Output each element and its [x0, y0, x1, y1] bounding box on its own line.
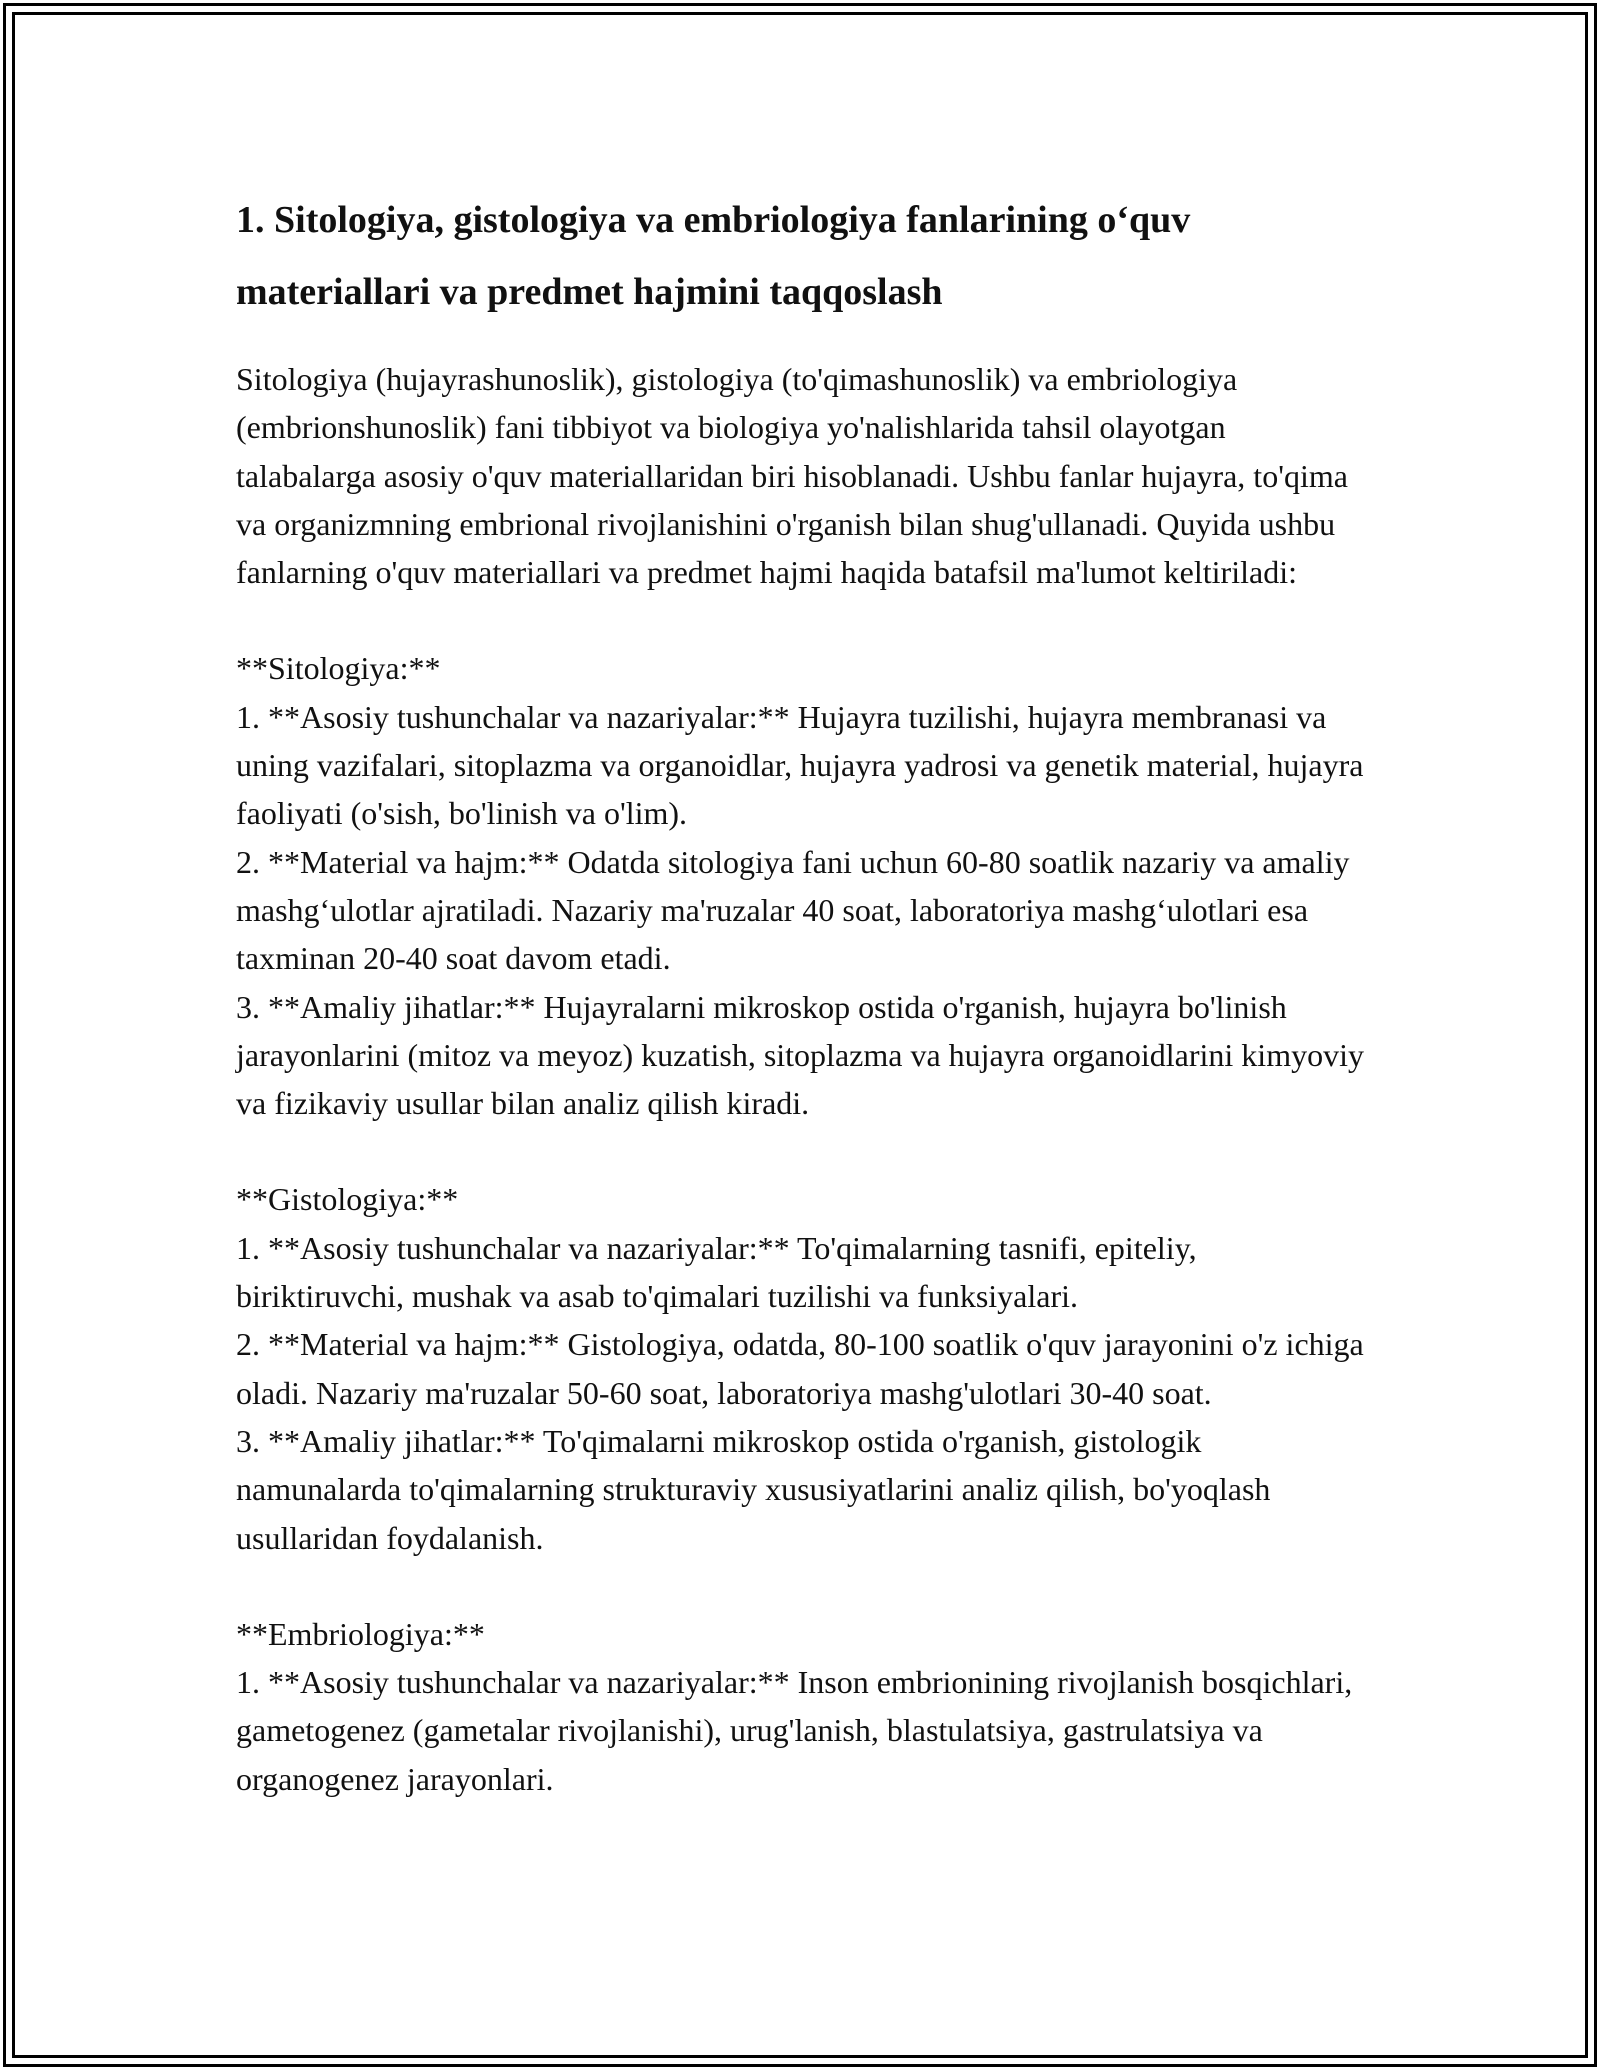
- list-item: 1. **Asosiy tushunchalar va nazariyalar:** Hujayra tuzilishi, hujayra membranasi va uning vazifalari, sitoplazma va organoidlar, hujayra yadrosi va genetik material, hujayra faoliyati (o'sish, bo'linish va o'lim).: [236, 698, 1364, 832]
- list-item: 3. **Amaliy jihatlar:** Hujayralarni mikroskop ostida o'rganish, hujayra bo'linish jarayonlarini (mitoz va meyoz) kuzatish, sitoplazma va hujayra organoidlarini kimyoviy va fizikaviy usullar bilan analiz qilish kiradi.: [236, 988, 1364, 1122]
- section-heading: **Embriologiya:**: [236, 1615, 485, 1652]
- section-heading: **Sitologiya:**: [236, 650, 441, 687]
- list-item: 3. **Amaliy jihatlar:** To'qimalarni mikroskop ostida o'rganish, gistologik namunalarda to'qimalarning strukturaviy xususiyatlarini analiz qilish, bo'yoqlash usullaridan foydalanish.: [236, 1422, 1271, 1556]
- list-item: 2. **Material va hajm:** Odatda sitologiya fani uchun 60-80 soatlik nazariy va amaliy mashg‘ulotlar ajratiladi. Nazariy ma'ruzalar 40 soat, laboratoriya mashg‘ulotlari esa taxminan 20-40 soat davom etadi.: [236, 843, 1350, 977]
- list-item: 1. **Asosiy tushunchalar va nazariyalar:** Inson embrionining rivojlanish bosqichlari, gametogenez (gametalar rivojlanishi), urug'lanish, blastulatsiya, gastrulatsiya va organogenez jarayonlari.: [236, 1664, 1353, 1797]
- list-item: 2. **Material va hajm:** Gistologiya, odatda, 80-100 soatlik o'quv jarayonini o'z ichiga oladi. Nazariy ma'ruzalar 50-60 soat, laboratoriya mashg'ulotlari 30-40 soat.: [236, 1326, 1364, 1411]
- document-body: [236, 184, 1366, 1803]
- list-item: 1. **Asosiy tushunchalar va nazariyalar:** To'qimalarning tasnifi, epiteliy, biriktiruvchi, mushak va asab to'qimalari tuzilishi va funksiyalari.: [236, 1229, 1197, 1315]
- document-title: 1. Sitologiya, gistologiya va embriologiya fanlarining o‘quv materiallari va predmet hajmini taqqoslash: [236, 199, 1191, 313]
- section-gistologiya: [236, 1175, 1366, 1561]
- section-sitologiya: [236, 644, 1366, 1127]
- section-embriologiya: [236, 1610, 1366, 1803]
- intro-paragraph: Sitologiya (hujayrashunoslik), gistologiya (to'qimashunoslik) va embriologiya (embrionshunoslik) fani tibbiyot va biologiya yo'nalishlarida tahsil olayotgan talabalarga asosiy o'quv materiallaridan biri hisoblanadi. Ushbu fanlar hujayra, to'qima va organizmning embrional rivojlanishini o'rganish bilan shug'ullanadi. Quyida ushbu fanlarning o'quv materiallari va predmet hajmi haqida batafsil ma'lumot keltiriladi:: [236, 361, 1348, 591]
- section-heading: **Gistologiya:**: [236, 1181, 459, 1218]
